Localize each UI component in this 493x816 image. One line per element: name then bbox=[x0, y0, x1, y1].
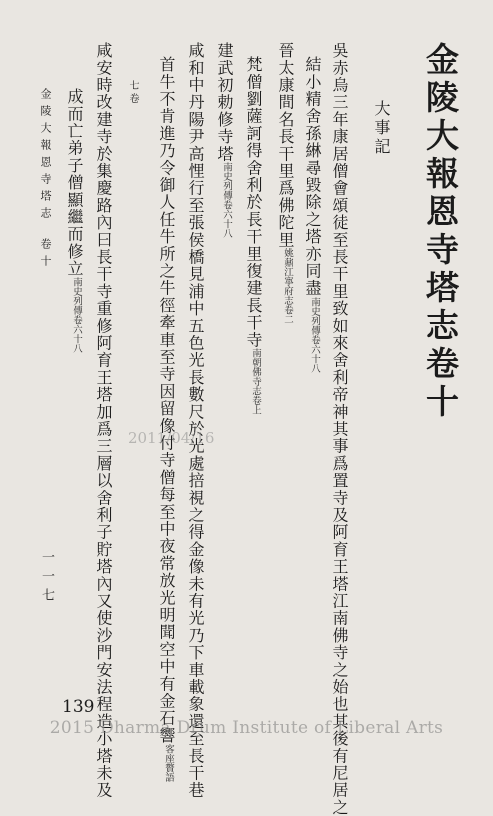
section-heading: 大事記 bbox=[372, 100, 391, 157]
entry-text: 咸和中丹陽尹高悝行至張侯橋見浦中五色光長數尺於光處掊視之得金像未有光乃下車載象還至長干巷 bbox=[186, 42, 205, 799]
entry-citation: 南史列傳卷六十八 bbox=[71, 277, 82, 354]
entry-text: 建武初勅修寺塔南史列傳卷六十八 bbox=[215, 42, 234, 239]
page-title: 金陵大報恩寺塔志卷十 bbox=[421, 42, 460, 422]
entry-text: 結小精舍孫綝尋毀除之塔亦同盡南史列傳卷六十八 bbox=[303, 56, 322, 373]
entry-citation: 客座贅語 bbox=[163, 744, 174, 782]
entry-text: 咸安時改建寺於集慶路內曰長干寺重修阿育王塔加爲三層以舍利子貯塔內又使沙門安法程造小塔未及 bbox=[94, 42, 113, 799]
footer-watermark: 2015 Dharma Drum Institute of Liberal Arts bbox=[49, 718, 444, 738]
entry-citation: 姚鼐江寧府志卷二 bbox=[282, 248, 293, 325]
date-watermark: 2011/04/16 bbox=[128, 429, 215, 447]
entry-text: 吳赤烏三年康居僧會頌徒至長干里致如來舍利帝神其事爲置寺及阿育王塔江南佛寺之始也其後有尼居之 bbox=[330, 42, 349, 816]
entry-text: 首牛不肯進乃令御人任牛所之牛徑牽車至寺因留像付寺僧每至中夜常放光明聞空中有金石響客座贅語 bbox=[157, 56, 176, 782]
running-header: 金陵大報恩寺塔志卷十 bbox=[39, 88, 52, 272]
chapter-marker: 七卷 bbox=[127, 80, 138, 106]
entry-text: 成而亡弟子僧顯繼而修立南史列傳卷六十八 bbox=[65, 88, 84, 354]
entry-citation: 南史列傳卷六十八 bbox=[221, 162, 232, 239]
entry-text: 晉太康間名長干里爲佛陀里姚鼐江寧府志卷二 bbox=[276, 42, 295, 325]
entry-citation: 南朝佛寺志卷上 bbox=[250, 348, 261, 415]
page-number: 139 bbox=[62, 697, 95, 717]
entry-citation: 南史列傳卷六十八 bbox=[309, 296, 320, 373]
margin-page-number: 一一七 bbox=[39, 550, 54, 607]
entry-text: 梵僧劉薩訶得舍利於長干里復建長干寺南朝佛寺志卷上 bbox=[244, 56, 263, 415]
